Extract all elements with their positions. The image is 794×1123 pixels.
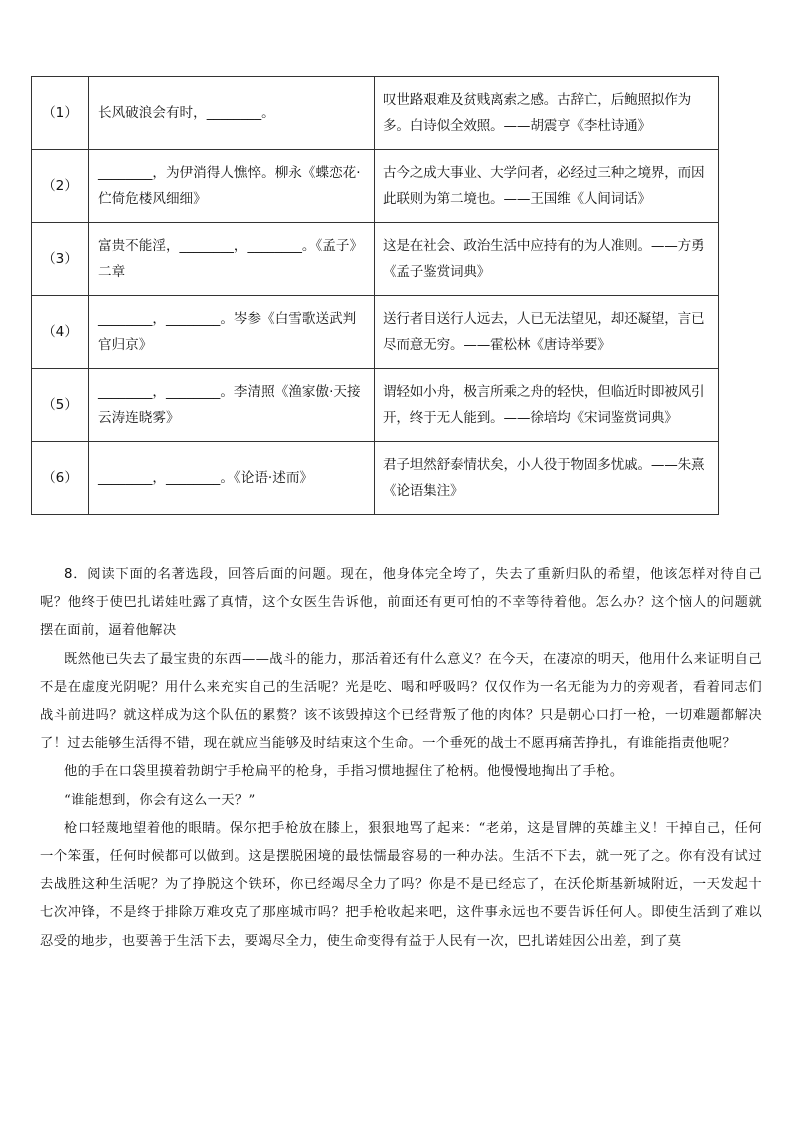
poem-blank-cell: ________，________。李清照《渔家傲·天接云涛连晓雾》 xyxy=(89,369,375,442)
commentary-cell: 君子坦然舒泰情状矣，小人役于物固多忧戚。——朱熹《论语集注》 xyxy=(375,442,719,515)
poem-blank-cell: ________，为伊消得人憔悴。柳永《蝶恋花·伫倚危楼风细细》 xyxy=(89,150,375,223)
poem-blank-cell: ________，________。岑参《白雪歌送武判官归京》 xyxy=(89,296,375,369)
passage-paragraph-2: 既然他已失去了最宝贵的东西——战斗的能力，那活着还有什么意义？在今天，在凄凉的明天，他用什么来证明自己不是在虚度光阴呢？用什么来充实自己的生活呢？光是吃、喝和呼吸吗？仅仅作为一名无能为力的旁观者，看着同志们战斗前进吗？就这样成为这个队伍的累赘？该不该毁掉这个已经背叛了他的肉体？只是朝心口打一枪，一切难题都解决了！过去能够生活得不错，现在就应当能够及时结束这个生命。一个垂死的战士不愿再痛苦挣扎，有谁能指责他呢？ xyxy=(40,651,762,752)
row-number: （3） xyxy=(32,223,89,296)
commentary-cell: 谓轻如小舟，极言所乘之舟的轻快，但临近时即被风引开，终于无人能到。——徐培均《宋词鉴赏词典》 xyxy=(375,369,719,442)
passage-paragraph-1 xyxy=(40,561,762,646)
table-row xyxy=(32,150,719,223)
poetry-table xyxy=(31,76,719,515)
commentary-cell: 古今之成大事业、大学问者，必经过三种之境界，而因此联则为第二境也。——王国维《人间词话》 xyxy=(375,150,719,223)
table-row xyxy=(32,223,719,296)
commentary-cell: 送行者目送行人远去，人已无法望见，却还凝望，言已尽而意无穷。——霍松林《唐诗举要》 xyxy=(375,296,719,369)
table-row xyxy=(32,369,719,442)
row-number: （1） xyxy=(32,77,89,150)
row-number: （2） xyxy=(32,150,89,223)
passage-paragraph-5: 枪口轻蔑地望着他的眼睛。保尔把手枪放在膝上，狠狠地骂了起来：“老弟，这是冒牌的英雄主义！干掉自己，任何一个笨蛋，任何时候都可以做到。这是摆脱困境的最怯懦最容易的一种办法。生活不下去，就一死了之。你有没有试过去战胜这种生活呢？为了挣脱这个铁环，你已经竭尽全力了吗？你是不是已经忘了，在沃伦斯基新城附近，一天发起十七次冲锋，不是终于排除万难攻克了那座城市吗？把手枪收起来吧，这件事永远也不要告诉任何人。即使生活到了难以忍受的地步，也要善于生活下去，要竭尽全力，使生命变得有益于人民有一次，巴扎诺娃因公出差，到了莫 xyxy=(40,820,762,949)
passage-paragraph-4: “谁能想到，你会有这么一天？” xyxy=(64,792,256,808)
poem-blank-cell: ________，________。《论语·述而》 xyxy=(89,442,375,515)
passage-text: 现在，他身体完全垮了，失去了重新归队的希望，他该怎样对待自己呢？他终于使巴扎诺娃吐露了真情，这个女医生告诉他，前面还有更可怕的不幸等待着他。怎么办？这个恼人的问题就摆在面前，逼着他解决 xyxy=(40,567,762,639)
question-heading: 8．阅读下面的名著选段，回答后面的问题。 xyxy=(64,567,341,582)
reading-passage xyxy=(40,561,762,956)
table-row xyxy=(32,296,719,369)
table-row xyxy=(32,77,719,150)
commentary-cell: 这是在社会、政治生活中应持有的为人准则。——方勇《孟子鉴赏词典》 xyxy=(375,223,719,296)
commentary-cell: 叹世路艰难及贫贱离索之感。古辞亡，后鲍照拟作为多。白诗似全效照。——胡震亨《李杜诗通》 xyxy=(375,77,719,150)
poem-blank-cell: 长风破浪会有时，________。 xyxy=(89,77,375,150)
row-number: （6） xyxy=(32,442,89,515)
table-row xyxy=(32,442,719,515)
row-number: （5） xyxy=(32,369,89,442)
poem-blank-cell: 富贵不能淫，________，________。《孟子》二章 xyxy=(89,223,375,296)
passage-paragraph-3: 他的手在口袋里摸着勃朗宁手枪扁平的枪身，手指习惯地握住了枪柄。他慢慢地掏出了手枪。 xyxy=(64,764,624,780)
row-number: （4） xyxy=(32,296,89,369)
